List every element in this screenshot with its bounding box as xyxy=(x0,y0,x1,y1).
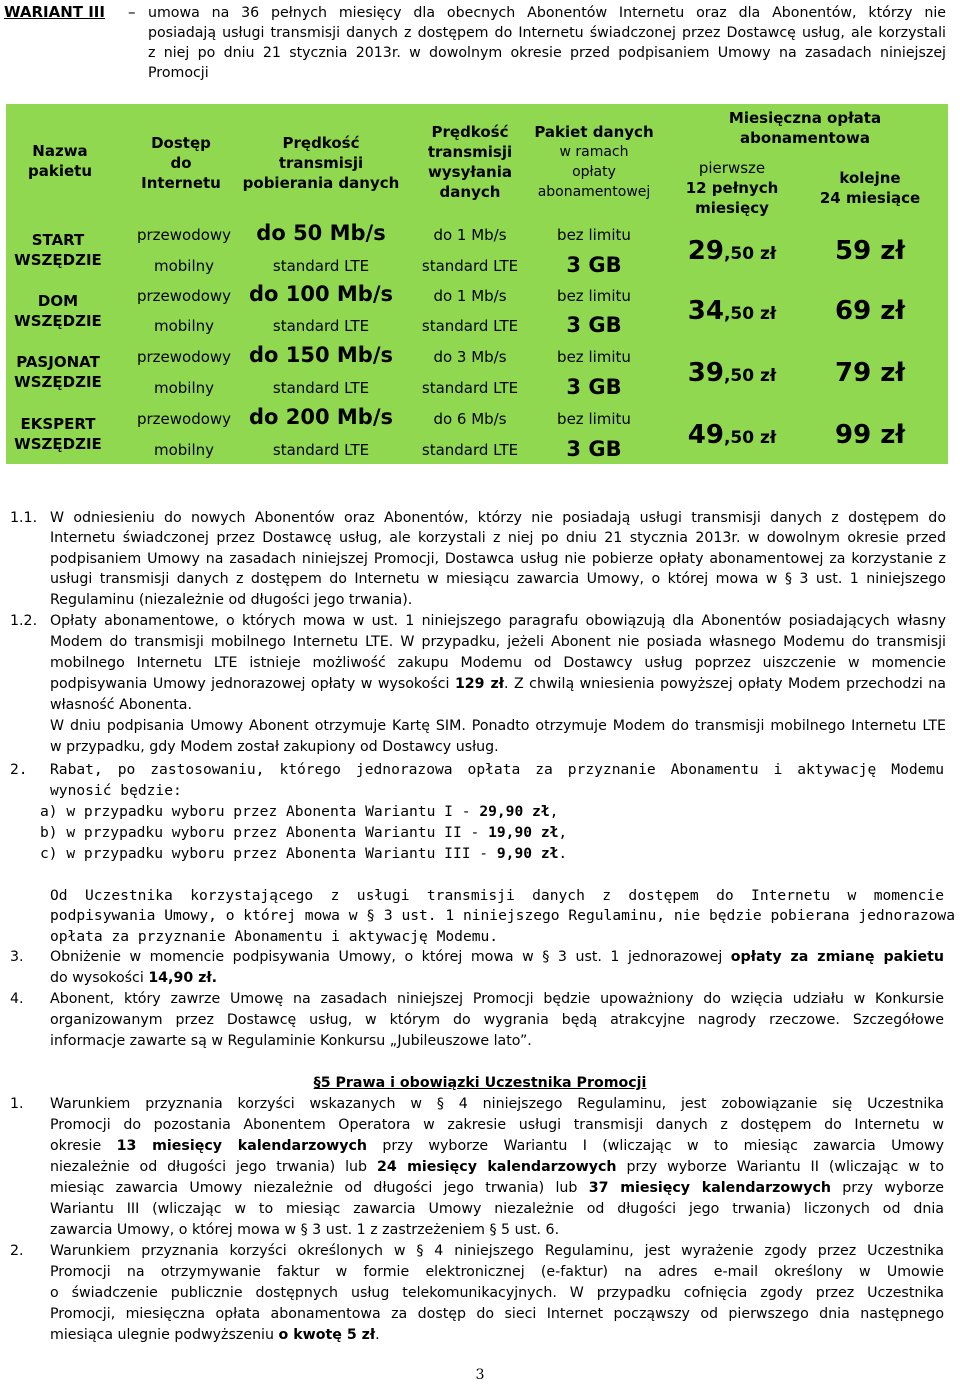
para-line: Wariantu III (wliczając w to miesiąc zawarcia Umowy niezależnie od długości jego trwania) liczonych od dnia xyxy=(50,1201,944,1217)
price-first-months: 29,50 zł xyxy=(687,236,777,266)
para-number: 4. xyxy=(10,991,24,1007)
price-next-months: 99 zł xyxy=(834,420,905,450)
para-line: mobilnego Internetu LTE istnieje możliwość zakupu Modemu od Dostawcy usług poprzez uiszczenie w momencie xyxy=(50,655,946,671)
para-line: Opłaty abonamentowe, o których mowa w ust. 1 niniejszego paragrafu obowiązują dla Abonentów posiadających własny xyxy=(50,613,946,629)
download-speed: do 100 Mb/s xyxy=(248,282,394,306)
para-line: Modem do transmisji mobilnego Internetu LTE. W przypadku, jeżeli Abonent nie posiada własnego Modemu do transmisji xyxy=(50,634,946,650)
para-line: Promocji do pozostania Abonentem Operatora w zakresie usługi transmisji danych z dostępem do Internetu w xyxy=(50,1117,944,1133)
header-line: Promocji xyxy=(148,65,209,81)
price-first-months: 39,50 zł xyxy=(687,358,777,388)
upload-lte: standard LTE xyxy=(421,379,519,397)
upload-lte: standard LTE xyxy=(421,441,519,459)
section-heading: §5 Prawa i obowiązki Uczestnika Promocji xyxy=(313,1075,647,1091)
para-line: w przypadku, gdy Modem został zakupiony od Dostawcy usług. xyxy=(50,739,499,755)
para-line: opłata za przyznanie Abonamentu i aktywację Modemu. xyxy=(50,928,499,945)
para-line: Regulaminu (niezależnie od długości jego trwania). xyxy=(50,592,413,608)
para-line: Warunkiem przyznania korzyści wskazanych w § 4 niniejszego Regulaminu, jest zobowiązanie się Uczestnika xyxy=(50,1096,944,1112)
para-line: Internetu świadczonej przez Dostawcę usług, ale korzystali z niej po dniu 21 stycznia 2013r. w dowolnym okresie przed xyxy=(50,530,946,546)
para-line: informacje zawarte są w Regulaminie Konkursu „Jubileuszowe lato”. xyxy=(50,1033,532,1049)
package-name-ekspert: EKSPERT WSZĘDZIE xyxy=(14,415,102,453)
access-mobile: mobilny xyxy=(153,317,215,335)
upload-speed: do 6 Mb/s xyxy=(433,410,507,428)
header-first-12-months: pierwsze 12 pełnych miesięcy xyxy=(685,159,779,217)
data-limit: 3 GB xyxy=(566,313,622,337)
para-line: zawarcia Umowy, o której mowa w § 3 ust. 1 z zastrzeżeniem § 5 ust. 6. xyxy=(50,1222,560,1238)
para-number: 2. xyxy=(10,1243,24,1259)
para-line: Rabat, po zastosowaniu, którego jednorazowa opłata za przyznanie Abonamentu i aktywację Modemu xyxy=(50,761,944,778)
page-number: 3 xyxy=(475,1367,485,1383)
para-line: podpisaniem Umowy na zasadach niniejszej Promocji, Dostawca usług nie pobierze opłaty abonamentowej za korzystanie z xyxy=(50,551,946,567)
para-line: W odniesieniu do nowych Abonentów oraz Abonentów, którzy nie posiadają usługi transmisji danych z dostępem do xyxy=(50,510,946,526)
para-line: podpisywania Umowy, o której mowa w § 3 ust. 1 niniejszego Regulaminu, nie będzie pobierana jednorazowa xyxy=(50,907,955,924)
download-lte: standard LTE xyxy=(272,257,370,275)
header-package-name: Nazwa pakietu xyxy=(28,142,92,180)
package-name-dom: DOM WSZĘDZIE xyxy=(14,292,102,330)
para-line: Warunkiem przyznania korzyści określonych w § 4 niniejszego Regulaminu, jest wyrażenie zgody przez Uczestnika xyxy=(50,1243,944,1259)
para-number: 3. xyxy=(10,949,24,965)
price-next-months: 69 zł xyxy=(834,296,905,326)
upload-lte: standard LTE xyxy=(421,257,519,275)
para-line: miesiąca ulegnie podwyższeniu o kwotę 5 zł. xyxy=(50,1327,380,1343)
download-lte: standard LTE xyxy=(272,317,370,335)
para-number: 2. xyxy=(10,761,28,778)
upload-speed: do 1 Mb/s xyxy=(433,287,507,305)
para-number: 1.2. xyxy=(10,613,38,629)
variant-a-line: a) w przypadku wyboru przez Abonenta Wariantu I - 29,90 zł, xyxy=(40,803,559,820)
price-next-months: 59 zł xyxy=(834,236,905,266)
data-limit: 3 GB xyxy=(566,437,622,461)
variant-label: WARIANT III xyxy=(4,3,105,21)
para-line: o świadczenie publicznie dostępnych usług telekomunikacyjnych. W przypadku cofnięcia zgody przez Uczestnika xyxy=(50,1285,944,1301)
header-next-24-months: kolejne 24 miesiące xyxy=(819,169,921,207)
para-line: okresie 13 miesięcy kalendarzowych przy wyborze Wariantu I (wliczając w to miesiąc zawarcia Umowy xyxy=(50,1138,944,1154)
para-line: Abonent, który zawrze Umowę na zasadach niniejszej Promocji będzie upoważniony do wzięcia udziału w Konkursie xyxy=(50,991,944,1007)
access-mobile: mobilny xyxy=(153,379,215,397)
para-line: wynosić będzie: xyxy=(50,782,182,799)
para-line: Promocji, miesięczna opłata abonamentowa za dostęp do sieci Internet począwszy od pierwszego dnia następnego xyxy=(50,1306,944,1322)
download-speed: do 150 Mb/s xyxy=(248,343,394,367)
download-lte: standard LTE xyxy=(272,379,370,397)
access-mobile: mobilny xyxy=(153,441,215,459)
upload-lte: standard LTE xyxy=(421,317,519,335)
header-monthly-fee: Miesięczna opłata abonamentowa xyxy=(728,109,882,147)
variant-b-line: b) w przypadku wyboru przez Abonenta Wariantu II - 19,90 zł, xyxy=(40,824,568,841)
header-upload: Prędkość transmisji wysyłania danych xyxy=(427,123,513,201)
para-line: podpisywania Umowy jednorazowej opłaty w wysokości 129 zł. Z chwilą wniesienia powyższej opłaty Modem przechodzi na xyxy=(50,676,946,692)
header-line: umowa na 36 pełnych miesięcy dla obecnych Abonentów Internetu oraz dla Abonentów, którzy nie xyxy=(148,5,946,21)
para-line: Promocji na otrzymywanie faktur w formie elektronicznej (e-faktur) na adres e-mail określony w Umowie xyxy=(50,1264,944,1280)
para-line: Obniżenie w momencie podpisywania Umowy, o której mowa w § 3 ust. 1 jednorazowej opłaty za zmianę pakietu xyxy=(50,949,945,965)
variant-dash: – xyxy=(128,3,136,21)
para-line: usługi transmisji danych z dostępem do Internetu w miesiącu zawarcia Umowy, o której mowa w § 3 ust. 1 niniejszego xyxy=(50,571,946,587)
access-wired: przewodowy xyxy=(136,287,232,305)
download-lte: standard LTE xyxy=(272,441,370,459)
para-number: 1.1. xyxy=(10,510,38,526)
para-line: miesiąc zawarcia Umowy niezależnie od długości jego trwania) lub 37 miesięcy kalendarzowych przy wyborze xyxy=(50,1180,944,1196)
para-line: do wysokości 14,90 zł. xyxy=(50,970,218,986)
price-next-months: 79 zł xyxy=(834,358,905,388)
para-line: własność Abonenta. xyxy=(50,697,192,713)
package-name-pasjonat: PASJONAT WSZĘDZIE xyxy=(14,353,102,391)
para-line: Od Uczestnika korzystającego z usługi transmisji danych z dostępem do Internetu w momencie xyxy=(50,887,944,904)
data-package: bez limitu xyxy=(557,348,631,366)
data-limit: 3 GB xyxy=(566,375,622,399)
data-package: bez limitu xyxy=(557,287,631,305)
download-speed: do 50 Mb/s xyxy=(256,221,386,245)
header-access: Dostęp do Internetu xyxy=(141,134,221,192)
package-name-start: START WSZĘDZIE xyxy=(14,231,102,269)
access-mobile: mobilny xyxy=(153,257,215,275)
download-speed: do 200 Mb/s xyxy=(248,405,394,429)
para-number: 1. xyxy=(10,1096,24,1112)
access-wired: przewodowy xyxy=(136,348,232,366)
para-line: niezależnie od długości jego trwania) lub 24 miesięcy kalendarzowych przy wyborze Wariantu II (wliczając w to xyxy=(50,1159,944,1175)
header-download: Prędkość transmisji pobierania danych xyxy=(242,134,400,192)
para-line: organizowanym przez Dostawcę usług, w którym do wygrania będą atrakcyjne nagrody rzeczowe. Szczegółowe xyxy=(50,1012,944,1028)
price-first-months: 34,50 zł xyxy=(687,296,777,326)
header-data-package: Pakiet danych w ramach opłaty abonamentowej xyxy=(534,123,654,200)
header-line: posiadają usługi transmisji danych z dostępem do Internetu świadczonej przez Dostawcę usług, ale korzystali xyxy=(148,25,946,41)
variant-c-line: c) w przypadku wyboru przez Abonenta Wariantu III - 9,90 zł. xyxy=(40,845,568,862)
upload-speed: do 3 Mb/s xyxy=(433,348,507,366)
data-limit: 3 GB xyxy=(566,253,622,277)
access-wired: przewodowy xyxy=(136,226,232,244)
access-wired: przewodowy xyxy=(136,410,232,428)
data-package: bez limitu xyxy=(557,226,631,244)
header-line: z niej po dniu 21 stycznia 2013r. w dowolnym okresie przed podpisaniem Umowy na zasadach niniejszej xyxy=(148,45,946,61)
para-line: W dniu podpisania Umowy Abonent otrzymuje Kartę SIM. Ponadto otrzymuje Modem do transmisji mobilnego Internetu LTE xyxy=(50,718,946,734)
upload-speed: do 1 Mb/s xyxy=(433,226,507,244)
data-package: bez limitu xyxy=(557,410,631,428)
price-first-months: 49,50 zł xyxy=(687,420,777,450)
